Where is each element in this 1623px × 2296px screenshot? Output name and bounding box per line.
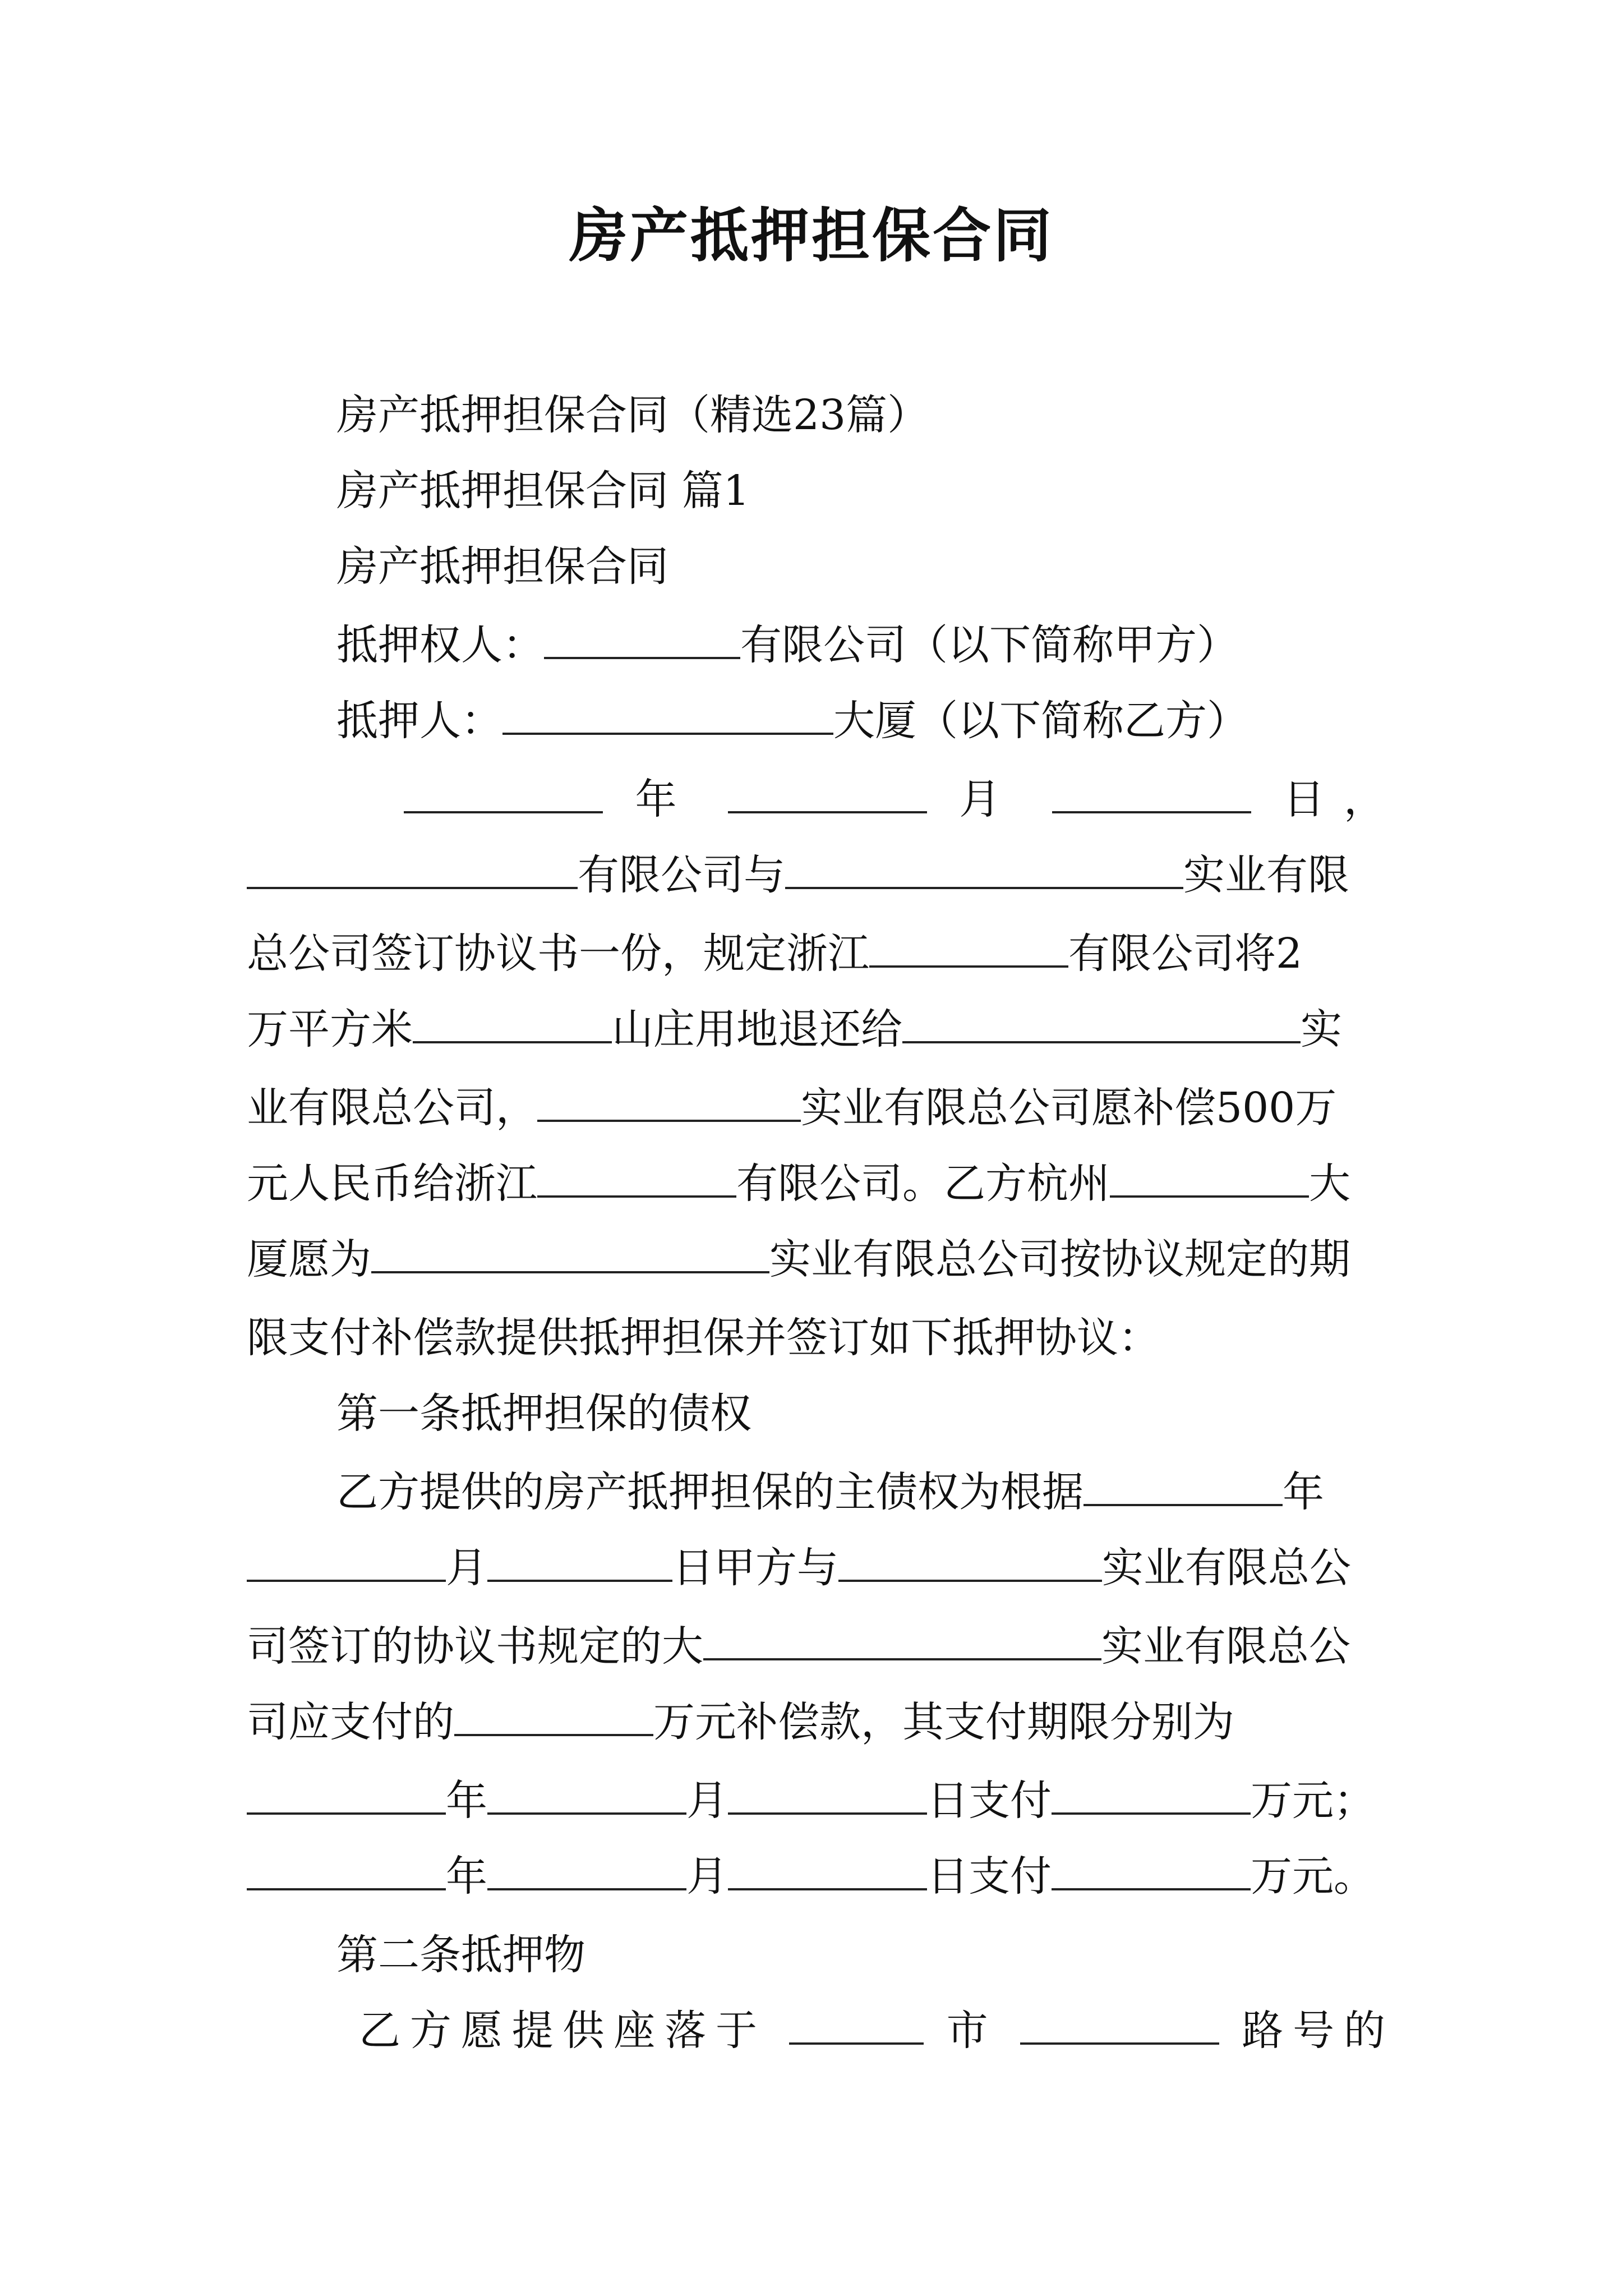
doc-text: 年	[635, 775, 696, 823]
fill-blank	[728, 1849, 927, 1890]
fill-blank	[247, 1773, 446, 1815]
doc-line-7	[247, 847, 1385, 903]
doc-text: 实业有限总公司按协议规定的期	[769, 1235, 1350, 1283]
doc-text: 日支付	[927, 1777, 1052, 1825]
doc-text: 万元；	[1251, 1777, 1375, 1825]
doc-text: 大厦（以下简称乙方）	[833, 697, 1248, 745]
section-heading: 第一条抵押担保的债权	[336, 1389, 751, 1438]
doc-text: 房产抵押担保合同	[336, 542, 668, 591]
doc-text: 有限公司。乙方杭州	[736, 1159, 1110, 1208]
fill-blank	[247, 848, 578, 889]
doc-text: 司签订的协议书规定的大	[247, 1622, 703, 1671]
doc-line-10	[247, 1080, 1385, 1136]
fill-blank	[371, 1232, 769, 1273]
document-title: 房产抵押担保合同	[569, 201, 1054, 270]
doc-text: 实业有限	[1183, 851, 1349, 899]
doc-text: 抵押人：	[336, 697, 502, 745]
fill-blank	[838, 1540, 1102, 1582]
fill-blank	[789, 2003, 924, 2045]
doc-line-9	[247, 1001, 1385, 1057]
fill-blank	[728, 772, 927, 813]
doc-text: 司应支付的	[247, 1698, 454, 1746]
fill-blank	[703, 1619, 1101, 1660]
fill-blank	[487, 1540, 672, 1582]
doc-line-8	[247, 926, 1385, 982]
doc-line-3	[336, 539, 1385, 595]
doc-line-22	[359, 2003, 1385, 2059]
fill-blank	[869, 926, 1068, 968]
doc-line-12	[247, 1231, 1385, 1287]
fill-blank	[1020, 2003, 1219, 2045]
doc-text: 月	[446, 1544, 487, 1592]
doc-line-16	[247, 1540, 1385, 1596]
doc-line-13	[247, 1310, 1385, 1366]
doc-line-11	[247, 1156, 1385, 1212]
doc-text: 市	[946, 2007, 998, 2055]
doc-text: 年	[1283, 1468, 1324, 1516]
fill-blank	[544, 618, 740, 659]
doc-text: 有限公司（以下简称甲方）	[740, 621, 1238, 669]
doc-text: 有限公司与	[578, 851, 785, 899]
doc-line-1	[336, 387, 1385, 443]
doc-text: 万平方米	[247, 1005, 413, 1053]
fill-blank	[1052, 1849, 1251, 1890]
doc-text: 日支付	[927, 1852, 1052, 1901]
fill-blank	[1110, 1156, 1309, 1198]
doc-line-15	[336, 1464, 1385, 1520]
doc-text: 月	[686, 1777, 728, 1825]
doc-line-4	[336, 617, 1385, 673]
doc-line-14	[336, 1386, 1385, 1442]
doc-text: 有限公司将2	[1068, 930, 1303, 978]
doc-text: 山庄用地退还给	[612, 1005, 902, 1053]
doc-text: 月	[686, 1852, 728, 1901]
fill-blank	[1052, 1773, 1251, 1815]
doc-text: 元人民币给浙江	[247, 1159, 537, 1208]
fill-blank	[247, 1849, 446, 1890]
doc-text: 限支付补偿款提供抵押担保并签订如下抵押协议：	[247, 1314, 1160, 1362]
fill-blank	[454, 1695, 653, 1736]
doc-text: 业有限总公司，	[247, 1084, 537, 1132]
doc-text: 路号的	[1242, 2007, 1386, 2055]
doc-line-6	[404, 771, 1385, 827]
doc-line-2	[336, 463, 1385, 519]
doc-text: 实业有限总公	[1101, 1622, 1350, 1671]
fill-blank	[537, 1156, 736, 1198]
fill-blank	[537, 1080, 801, 1122]
doc-text: 实业有限总公	[1102, 1544, 1351, 1592]
doc-text: 乙方提供的房产抵押担保的主债权为根据	[336, 1468, 1083, 1516]
fill-blank	[404, 772, 603, 813]
doc-text: 万元补偿款，其支付期限分别为	[653, 1698, 1234, 1746]
fill-blank	[902, 1002, 1301, 1043]
doc-text: 乙方愿提供座落于	[359, 2007, 767, 2055]
doc-text: 实业有限总公司愿补偿500万	[801, 1084, 1337, 1132]
doc-text: 万元。	[1251, 1852, 1375, 1901]
fill-blank	[1052, 772, 1251, 813]
doc-line-5	[336, 693, 1385, 749]
fill-blank	[502, 693, 833, 735]
fill-blank	[785, 848, 1183, 889]
doc-text: 日，	[1283, 775, 1386, 823]
doc-text: 大	[1309, 1159, 1350, 1208]
doc-text: 厦愿为	[247, 1235, 371, 1283]
fill-blank	[1083, 1465, 1283, 1506]
doc-text: 日甲方与	[672, 1544, 838, 1592]
doc-text: 房产抵押担保合同 篇1	[336, 467, 750, 515]
doc-text: 年	[446, 1777, 487, 1825]
doc-line-19	[247, 1773, 1385, 1829]
doc-line-17	[247, 1618, 1385, 1674]
doc-text: 房产抵押担保合同（精选23篇）	[336, 391, 929, 439]
fill-blank	[247, 1540, 446, 1582]
fill-blank	[487, 1773, 686, 1815]
section-heading: 第二条抵押物	[336, 1931, 585, 1979]
doc-line-20	[247, 1848, 1385, 1904]
fill-blank	[487, 1849, 686, 1890]
doc-text: 月	[959, 775, 1020, 823]
doc-line-18	[247, 1694, 1385, 1750]
doc-text: 实	[1301, 1005, 1342, 1053]
doc-text: 年	[446, 1852, 487, 1901]
doc-text: 抵押权人：	[336, 621, 544, 669]
fill-blank	[728, 1773, 927, 1815]
doc-line-21	[336, 1927, 1385, 1983]
fill-blank	[413, 1002, 612, 1043]
doc-text: 总公司签订协议书一份，规定浙江	[247, 930, 869, 978]
